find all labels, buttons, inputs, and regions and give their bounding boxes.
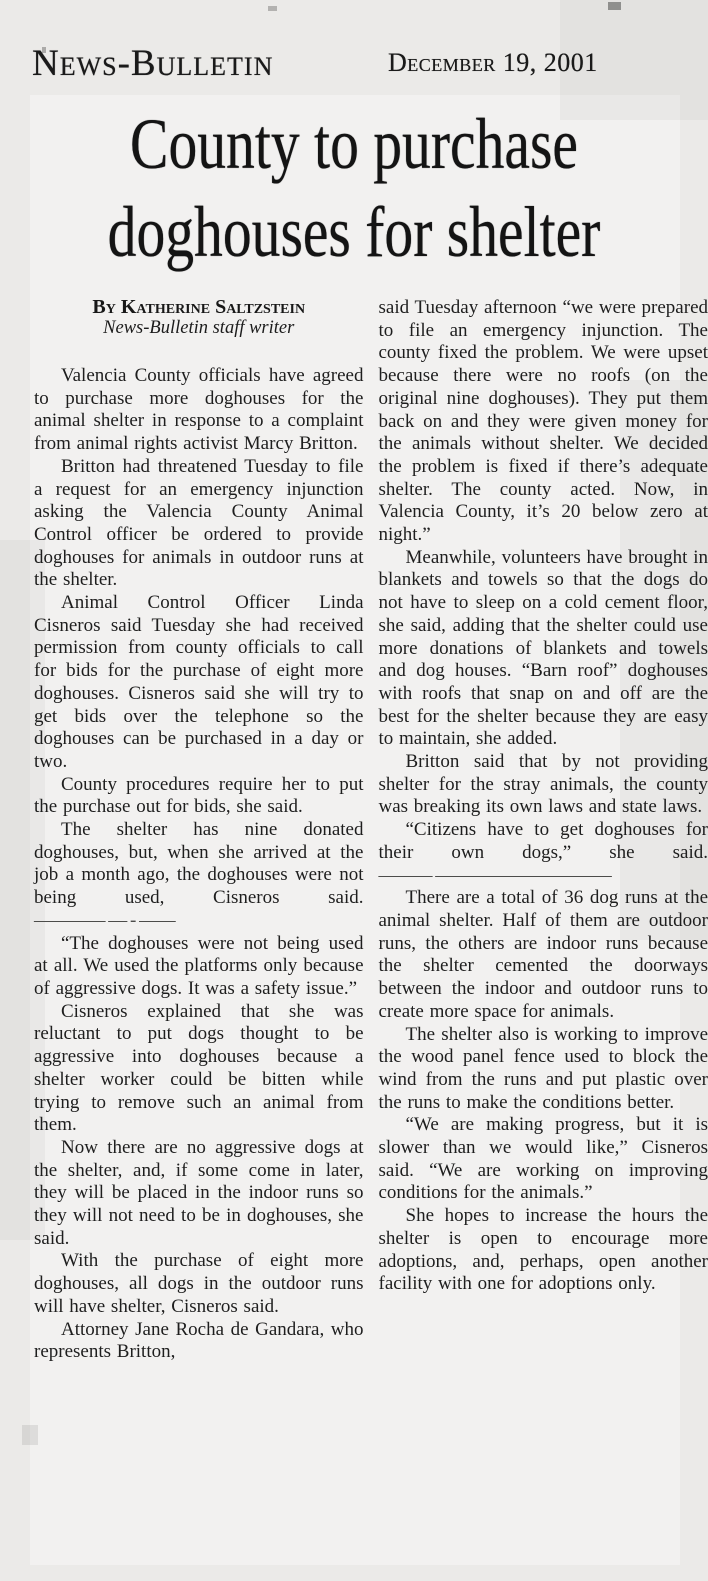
scan-speck — [268, 6, 277, 11]
paragraph: County procedures require her to put the purchase out for bids, she said. — [34, 773, 364, 818]
paragraph: The shelter also is working to improve the wood panel fence used to block the wind from the runs and put plastic over the runs to make the conditions better. — [378, 1023, 708, 1113]
paragraph: “We are making progress, but it is slower than we would like,” Cisneros said. “We are working on improving conditions for the animals.” — [378, 1114, 708, 1204]
paragraph: Now there are no aggressive dogs at the shelter, and, if some come in later, they will be placed in the indoor runs so they will not need to be in doghouses, she said. — [34, 1136, 364, 1249]
scan-speck — [22, 1425, 38, 1445]
scan-dash-mark: ——— —————————— — [378, 864, 611, 886]
paragraph: “The doghouses were not being used at all. We used the platforms only because of aggressive dogs. It was a safety issue.” — [34, 932, 364, 999]
paragraph: Britton had threatened Tuesday to file a request for an emergency injunction asking the Valencia County Animal Control officer be ordered to provide doghouses for animals in outdoor runs at the shelter. — [34, 455, 364, 591]
scan-speck — [608, 2, 621, 10]
paragraph — [379, 819, 708, 887]
paragraph: Cisneros explained that she was reluctant to put dogs thought to be aggressive into doghouses because a shelter worker could be bitten while trying to remove such an animal from them. — [34, 1000, 364, 1136]
paragraph: Valencia County officials have agreed to purchase more doghouses for the animal shelter in response to a complaint from animal rights activist Marcy Britton. — [34, 365, 364, 455]
masthead: News-Bulletin — [32, 43, 274, 84]
paragraph: said Tuesday afternoon “we were prepared to file an emergency injunction. The county fixed the problem. We were upset because there were no roofs (on the original nine doghouses). They put them back on and they were given money for the animals without shelter. We decided the problem is fixed if there’s adequate shelter. The county acted. Now, in Valencia County, it’s 20 below zero at night.” — [378, 297, 708, 546]
headline — [0, 100, 708, 276]
byline: By Katherine Saltzstein — [92, 296, 306, 318]
column-left — [34, 297, 364, 1364]
paragraph: Animal Control Officer Linda Cisneros said Tuesday she had received permission from county officials to call for bids for the purchase of eight more doghouses. Cisneros said she will try to get bids over the telephone so the doghouses can be purchased in a day or two. — [34, 592, 364, 772]
paragraph-text: “Citizens have to get doghouses for their own dogs,” she said. — [378, 819, 708, 863]
paragraph: She hopes to increase the hours the shelter is open to encourage more adoptions, and, perhaps, open another facility with one for adoptions only. — [378, 1205, 708, 1295]
paragraph: There are a total of 36 dog runs at the animal shelter. Half of them are outdoor runs, the others are indoor runs because the shelter cemented the doorways between the indoor and outdoor runs to create more space for animals. — [378, 887, 708, 1022]
paragraph: With the purchase of eight more doghouses, all dogs in the outdoor runs will have shelter, Cisneros said. — [34, 1250, 364, 1317]
paragraph: Britton said that by not providing shelter for the stray animals, the county was breaking its own laws and state laws. — [378, 751, 708, 818]
paragraph-text: The shelter has nine donated doghouses, but, when she arrived at the job a month ago, the doghouses were not being used, Cisneros said. — [34, 819, 364, 909]
scan-dash-mark: ———— — - —— — [34, 909, 175, 931]
article-body — [34, 297, 708, 1364]
issue-date: December 19, 2001 — [388, 48, 598, 77]
paragraph — [34, 819, 364, 933]
paragraph: Meanwhile, volunteers have brought in blankets and towels so that the dogs do not have to sleep on a cold cement floor, she said, adding that the shelter could use more donations of blankets and towels and dog houses. “Barn roof” doghouses with roofs that snap on and off are the best for the shelter because they are easy to maintain, she added. — [378, 546, 708, 750]
byline-role: News-Bulletin staff writer — [103, 318, 295, 338]
headline-line-1: County to purchase — [130, 104, 578, 184]
paragraph: Attorney Jane Rocha de Gandara, who represents Britton, — [34, 1318, 364, 1363]
column-right — [379, 297, 708, 1364]
headline-line-2: doghouses for shelter — [107, 192, 601, 272]
